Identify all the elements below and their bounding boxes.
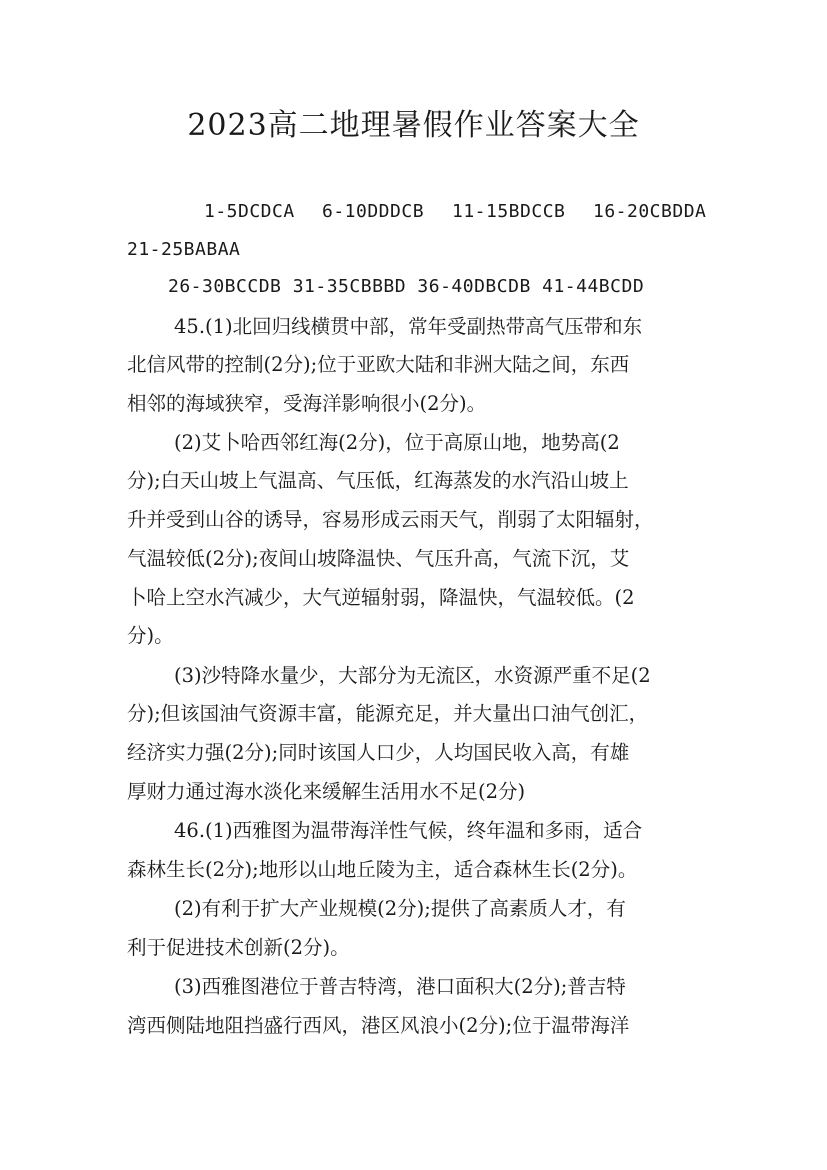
choice-answers-line-2: 21-25BABAA: [127, 239, 241, 260]
text-line: (2)艾卜哈西邻红海(2分)，位于高原山地，地势高(2: [174, 431, 620, 454]
page-title: 2023高二地理暑假作业答案大全: [187, 108, 640, 143]
text-line: 相邻的海域狭窄，受海洋影响很小(2分)。: [127, 392, 487, 415]
text-line: 森林生长(2分);地形以山地丘陵为主，适合森林生长(2分)。: [127, 858, 638, 881]
text-line: 北信风带的控制(2分);位于亚欧大陆和非洲大陆之间，东西: [127, 353, 630, 376]
answer-group: 16-20CBDDA: [593, 201, 707, 222]
text-line: 利于促进技术创新(2分)。: [127, 936, 350, 959]
text-line: 升并受到山谷的诱导，容易形成云雨天气，削弱了太阳辐射，: [127, 508, 654, 531]
text-line: (2)有利于扩大产业规模(2分);提供了高素质人才，有: [174, 897, 626, 920]
text-line: (3)沙特降水量少，大部分为无流区，水资源严重不足(2: [174, 664, 651, 687]
choice-answers-line-1: [204, 198, 724, 226]
text-line: 气温较低(2分);夜间山坡降温快、气压升高，气流下沉，艾: [127, 547, 630, 570]
text-line: 卜哈上空水汽减少，大气逆辐射弱，降温快，气温较低。(2: [127, 586, 635, 609]
text-line: (3)西雅图港位于普吉特湾，港口面积大(2分);普吉特: [174, 975, 626, 998]
text-line: 45.(1)北回归线横贯中部，常年受副热带高气压带和东: [174, 315, 643, 338]
answer-group: 11-15BDCCB: [452, 201, 566, 222]
answer-group: 1-5DCDCA: [204, 201, 295, 222]
text-line: 分);白天山坡上气温高、气压低，红海蒸发的水汽沿山坡上: [127, 469, 629, 492]
text-line: 46.(1)西雅图为温带海洋性气候，终年温和多雨，适合: [174, 819, 643, 842]
text-line: 分)。: [127, 624, 174, 647]
choice-answers-line-3: 26-30BCCDB 31-35CBBBD 36-40DBCDB 41-44BCDD: [168, 276, 645, 297]
answer-group: 6-10DDDCB: [322, 201, 425, 222]
text-line: 湾西侧陆地阻挡盛行西风，港区风浪小(2分);位于温带海洋: [127, 1014, 630, 1037]
text-line: 分);但该国油气资源丰富，能源充足，并大量出口油气创汇，: [127, 702, 649, 725]
text-line: 厚财力通过海水淡化来缓解生活用水不足(2分): [127, 780, 526, 803]
text-line: 经济实力强(2分);同时该国人口少，人均国民收入高，有雄: [127, 741, 630, 764]
